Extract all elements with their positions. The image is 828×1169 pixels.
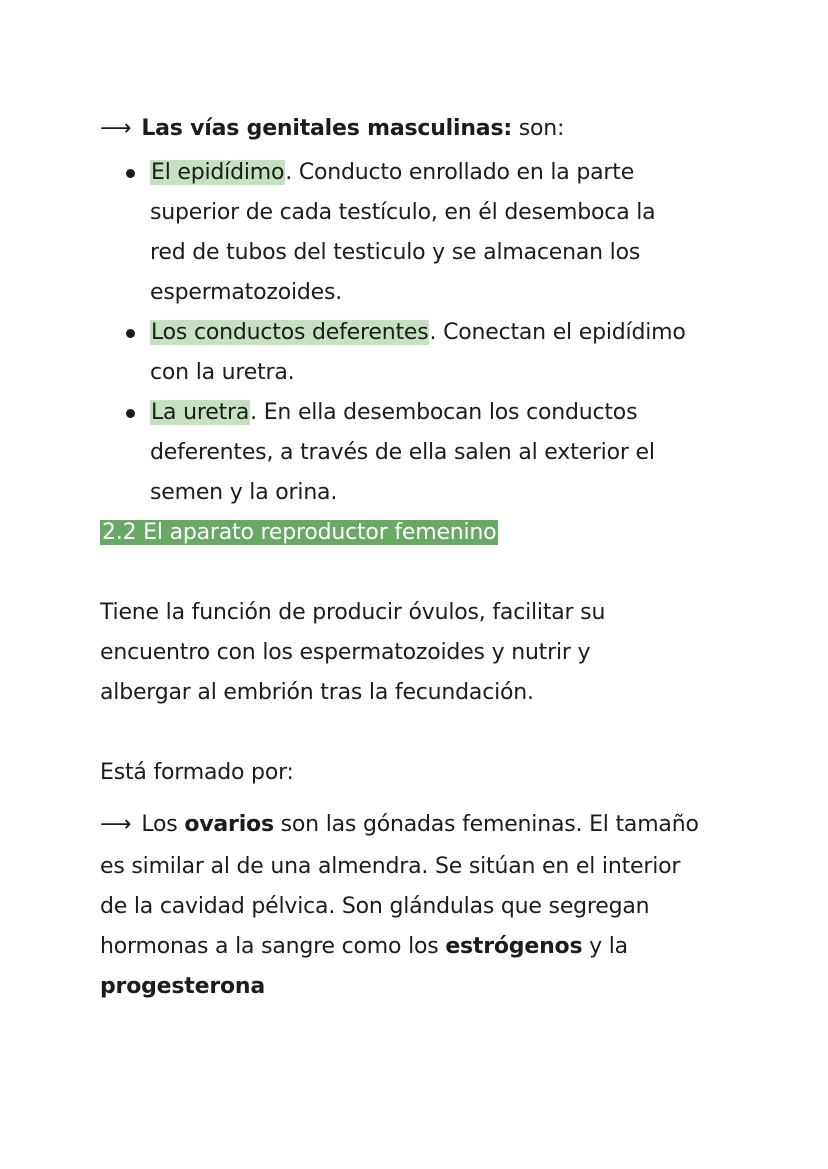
- item-text-line: con la uretra.: [150, 360, 295, 385]
- section-heading-text: 2.2 El aparato reproductor femenino: [102, 520, 497, 545]
- item-text-line: espermatozoides.: [150, 280, 343, 305]
- paragraph-line: de la cavidad pélvica. Son glándulas que segregan: [100, 894, 650, 919]
- paragraph-line: albergar al embrión tras la fecundación.: [100, 680, 534, 705]
- ovaries-pre-text: Los: [141, 812, 185, 837]
- term-epididimo: El epidídimo: [151, 160, 285, 185]
- hormones-line: [100, 932, 628, 962]
- male-ducts-title: Las vías genitales masculinas:: [141, 116, 512, 141]
- term-progesterona: progesterona: [100, 974, 265, 999]
- list-item-epididimo: [150, 158, 634, 188]
- paragraph-line: Tiene la función de producir óvulos, facilitar su: [100, 600, 606, 625]
- bullet-icon: [126, 329, 135, 338]
- ovaries-line: [100, 810, 699, 840]
- item-text-line: red de tubos del testiculo y se almacenan los: [150, 240, 641, 265]
- term-estrogenos: estrógenos: [445, 934, 583, 959]
- item-text: . Conectan el epidídimo: [429, 320, 686, 345]
- item-text-line: deferentes, a través de ella salen al exterior el: [150, 440, 655, 465]
- term-conductos-deferentes: Los conductos deferentes: [151, 320, 429, 345]
- term-ovarios: ovarios: [184, 812, 274, 837]
- paragraph-line: encuentro con los espermatozoides y nutrir y: [100, 640, 591, 665]
- list-item-conductos-deferentes: [150, 318, 686, 348]
- hormones-pre-text: hormonas a la sangre como los: [100, 934, 446, 959]
- arrow-right-icon: ⟶: [100, 116, 132, 141]
- male-ducts-intro: [100, 114, 564, 144]
- list-item-uretra: [150, 398, 637, 428]
- item-text: . En ella desembocan los conductos: [250, 400, 638, 425]
- arrow-right-icon: ⟶: [100, 812, 132, 837]
- hormones-mid-text: y la: [582, 934, 628, 959]
- paragraph-line: es similar al de una almendra. Se sitúan en el interior: [100, 854, 681, 879]
- male-ducts-intro-rest: son:: [511, 116, 565, 141]
- item-text-line: semen y la orina.: [150, 480, 338, 505]
- term-uretra: La uretra: [151, 400, 250, 425]
- bullet-icon: [126, 409, 135, 418]
- item-text-line: superior de cada testículo, en él desemboca la: [150, 200, 656, 225]
- ovaries-post-text: son las gónadas femeninas. El tamaño: [273, 812, 699, 837]
- formed-by-label: Está formado por:: [100, 760, 294, 785]
- bullet-icon: [126, 169, 135, 178]
- section-heading: [100, 518, 498, 548]
- item-text: . Conducto enrollado en la parte: [285, 160, 635, 185]
